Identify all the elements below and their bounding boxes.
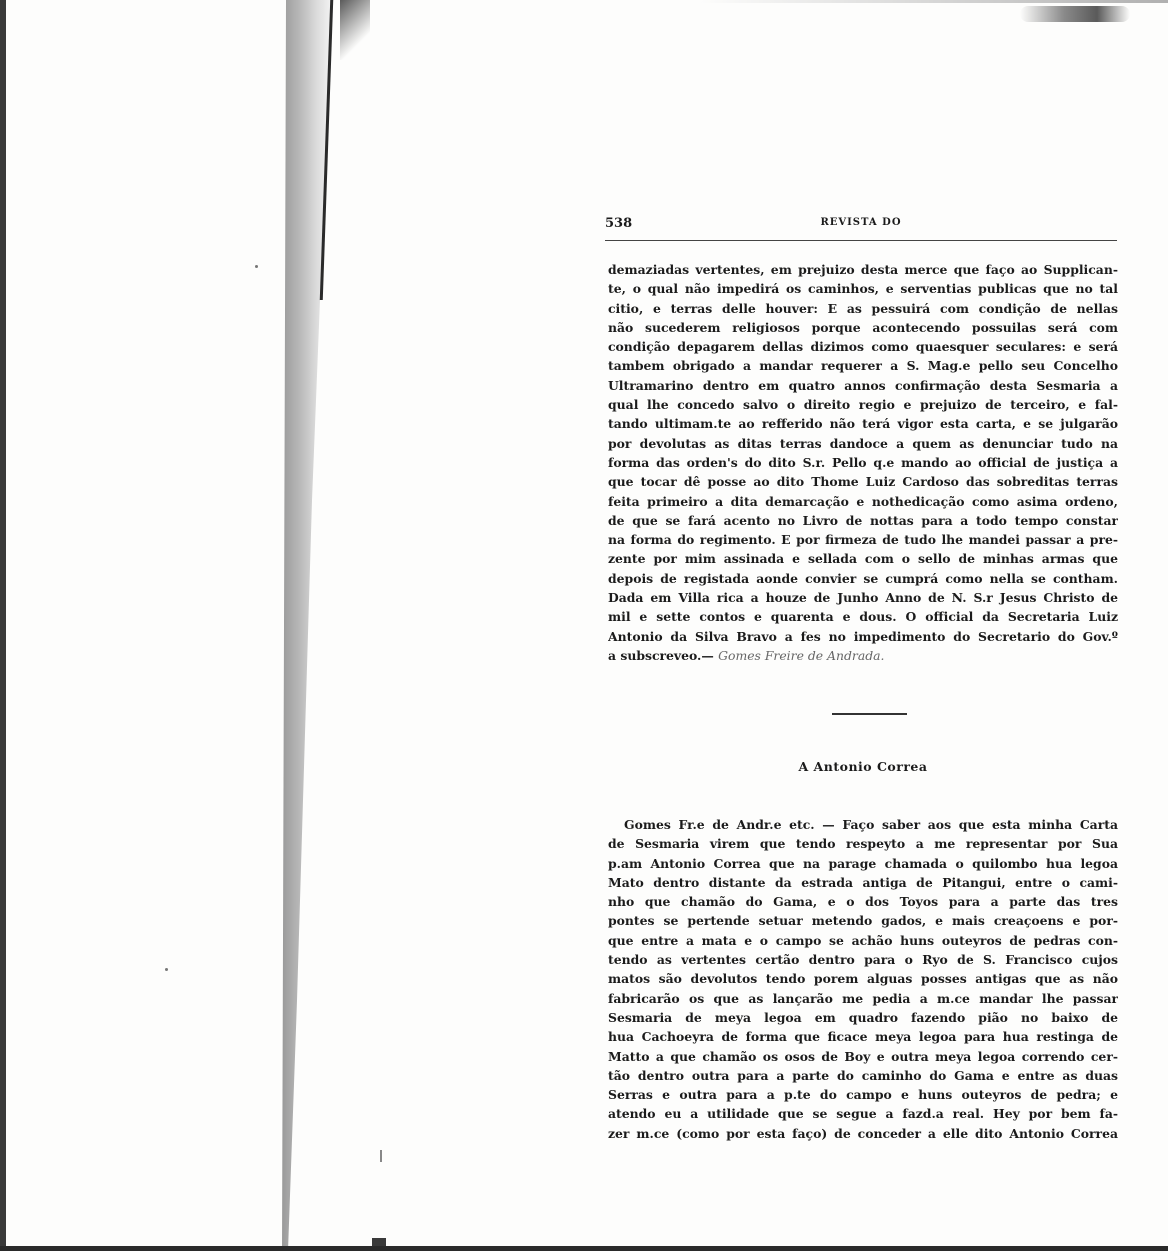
scan-top-edge bbox=[700, 0, 1168, 3]
text-line: p.am Antonio Correa que na parage chamada o quilombo hua legoa bbox=[608, 855, 1118, 871]
text-line: não sucederem religiosos porque acontecendo possuilas será com bbox=[608, 319, 1118, 335]
scan-bottom-edge bbox=[0, 1246, 1168, 1251]
text-line: demaziadas vertentes, em prejuizo desta merce que faço ao Supplican- bbox=[608, 262, 1118, 277]
scan-left-edge bbox=[0, 0, 6, 1251]
text-line: que tocar dê posse ao dito Thome Luiz Cardoso das sobreditas terras bbox=[608, 474, 1118, 490]
text-line: fabricarão os que as lançarão me pedia a m.ce mandar lhe passar bbox=[608, 990, 1118, 1006]
text-line: Dada em Villa rica a houze de Junho Anno de N. S.r Jesus Christo de bbox=[608, 590, 1118, 606]
running-title: REVISTA DO bbox=[820, 217, 902, 228]
section-heading: A Antonio Correa bbox=[798, 759, 928, 774]
page-number: 538 bbox=[605, 216, 633, 231]
text-line: tando ultimam.te ao refferido não terá vigor esta carta, e se julgarão bbox=[608, 416, 1118, 432]
text-line: forma das orden's do dito S.r. Pello q.e mando ao official de justiça a bbox=[608, 454, 1118, 470]
text-line: de que se fará acento no Livro de nottas para a todo tempo constar bbox=[608, 512, 1118, 528]
text-line: hua Cachoeyra de forma que ficace meya legoa para hua restinga de bbox=[608, 1029, 1118, 1045]
text-line: zente por mim assinada e sellada com o sello de minhas armas que bbox=[608, 551, 1118, 567]
text-line: citio, e terras delle houver: E as pessuirá com condição de nellas bbox=[608, 300, 1118, 316]
text-line: mil e sette contos e quarenta e dous. O official da Secretaria Luiz bbox=[608, 609, 1118, 625]
text-line: pontes se pertende setuar metendo gados, e mais creaçoens e por- bbox=[608, 913, 1118, 929]
text-line: zer m.ce (como por esta faço) de conceder a elle dito Antonio Correa bbox=[608, 1125, 1118, 1141]
signature: Gomes Freire de Andrada. bbox=[718, 647, 885, 663]
scan-speck bbox=[255, 265, 258, 268]
scan-corner-mark bbox=[340, 0, 370, 60]
text-line: condição depagarem dellas dizimos como quaesquer seculares: e será bbox=[608, 339, 1118, 355]
text-line: nho que chamão do Gama, e o dos Toyos para a parte das tres bbox=[608, 894, 1118, 910]
section-separator bbox=[832, 713, 907, 715]
text-line: Mato dentro distante da estrada antiga de Pitangui, entre o cami- bbox=[608, 874, 1118, 890]
text-line: Serras e outra para a p.te do campo e huns outeyros de pedra; e bbox=[608, 1087, 1118, 1103]
text-line: tão dentro outra para a parte do caminho do Gama e entre as duas bbox=[608, 1067, 1118, 1083]
text-line: te, o qual não impedirá os caminhos, e serventias publicas que no tal bbox=[608, 281, 1118, 297]
scan-speck bbox=[165, 968, 168, 971]
letter-continuation bbox=[608, 260, 1118, 665]
text-line: tendo as vertentes certão dentro para o Ryo de S. Francisco cujos bbox=[608, 952, 1118, 968]
closing-text: a subscreveo.— bbox=[608, 647, 714, 663]
text-line: depois de registada aonde convier se cumprá como nella se contham. bbox=[608, 570, 1118, 586]
header-rule bbox=[605, 240, 1117, 241]
text-line: que entre a mata e o campo se achão huns outeyros de pedras con- bbox=[608, 932, 1118, 948]
text-line: na forma do regimento. E por firmeza de tudo lhe mandei passar a pre- bbox=[608, 532, 1118, 548]
text-line: matos são devolutos tendo porem alguas posses antigas que as não bbox=[608, 971, 1118, 987]
text-line: Sesmaria de meya legoa em quadro fazendo pião no baixo de bbox=[608, 1009, 1118, 1025]
text-line: tambem obrigado a mandar requerer a S. Mag.e pello seu Concelho bbox=[608, 358, 1118, 374]
text-line: por devolutas as ditas terras dandoce a quem as denunciar tudo na bbox=[608, 435, 1118, 451]
sesmaria-letter bbox=[608, 815, 1118, 1143]
text-line: feita primeiro a dita demarcação e nothedicação como asima ordeno, bbox=[608, 493, 1118, 509]
text-line: de Sesmaria virem que tendo respeyto a me representar por Sua bbox=[608, 836, 1118, 852]
scan-speck bbox=[380, 1150, 382, 1162]
closing-line bbox=[608, 646, 1118, 665]
text-line: Matto a que chamão os osos de Boy e outra meya legoa correndo cer- bbox=[608, 1048, 1118, 1064]
text-line: Ultramarino dentro em quatro annos confirmação desta Sesmaria a bbox=[608, 377, 1118, 393]
text-line: Gomes Fr.e de Andr.e etc. — Faço saber aos que esta minha Carta bbox=[624, 817, 1118, 832]
text-line: qual lhe concedo salvo o direito regio e prejuizo de terceiro, e fal- bbox=[608, 397, 1118, 413]
text-line: Antonio da Silva Bravo a fes no impedimento do Secretario do Gov.º bbox=[608, 628, 1118, 644]
text-line: atendo eu a utilidade que se segue a fazd.a real. Hey por bem fa- bbox=[608, 1106, 1118, 1122]
scan-smudge bbox=[1020, 6, 1130, 22]
running-header bbox=[605, 216, 1117, 238]
